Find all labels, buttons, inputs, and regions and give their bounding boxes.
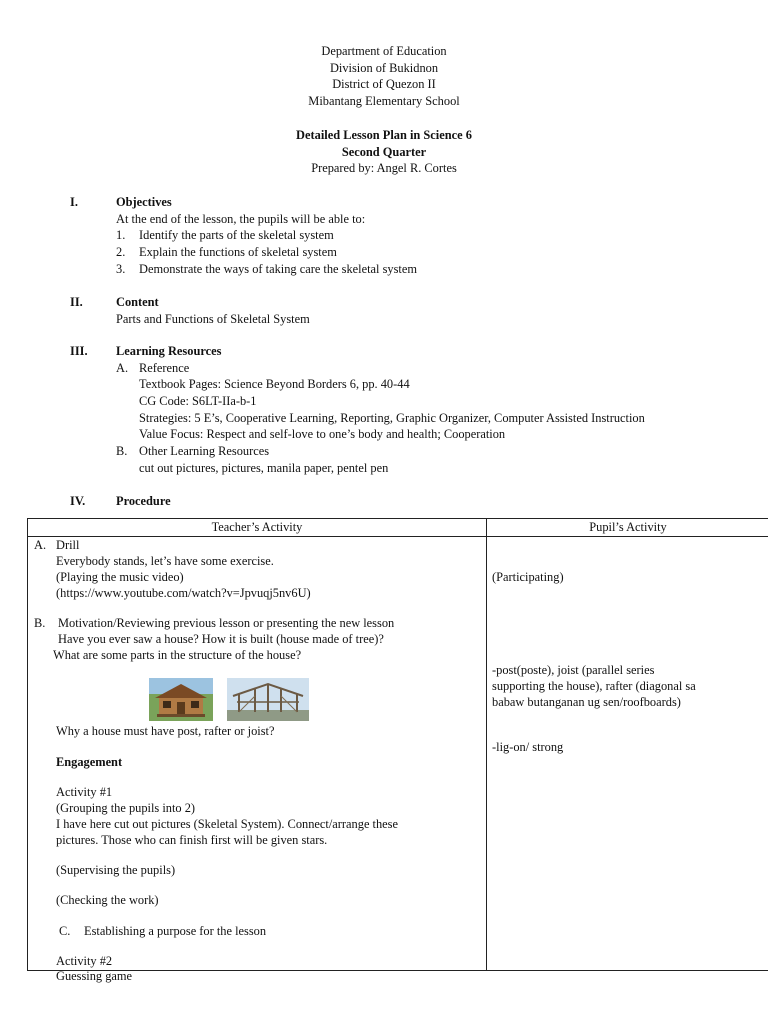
list-item: A. Reference xyxy=(116,360,190,375)
pupil-response: -post(poste), joist (parallel series xyxy=(492,662,655,677)
objectives-intro: At the end of the lesson, the pupils will be able to: xyxy=(116,211,366,226)
document-title-block xyxy=(0,127,768,177)
activity-1-line: I have here cut out pictures (Skeletal System). Connect/arrange these xyxy=(56,816,398,831)
teacher-activity-cell xyxy=(28,536,487,983)
drill-line: (Playing the music video) xyxy=(56,569,184,584)
house-frame-image xyxy=(227,678,309,721)
drill-title: Drill xyxy=(56,537,80,552)
activity-1-line: pictures. Those who can finish first will be given stars. xyxy=(56,832,328,847)
activity-1-title: Activity #1 xyxy=(56,784,113,799)
column-header-teacher: Teacher’s Activity xyxy=(28,519,487,537)
pupil-response: (Participating) xyxy=(492,569,564,584)
header-line-department: Department of Education xyxy=(321,44,447,58)
list-item: 2. Explain the functions of skeletal system xyxy=(116,245,337,260)
motivation-line: Why a house must have post, rafter or joist? xyxy=(56,723,275,738)
pupil-response: babaw butanganan ug sen/roofboards) xyxy=(492,694,681,709)
motivation-title: Motivation/Reviewing previous lesson or presenting the new lesson xyxy=(58,615,395,630)
drill-label: A. xyxy=(34,537,47,552)
checking-note: (Checking the work) xyxy=(56,892,159,907)
section-number: III. xyxy=(70,344,88,358)
section-number: IV. xyxy=(70,494,86,508)
supervising-note: (Supervising the pupils) xyxy=(56,862,176,877)
section-number: I. xyxy=(70,195,78,209)
reference-line: Value Focus: Respect and self-love to one’s body and health; Cooperation xyxy=(139,427,506,442)
other-resources-text: cut out pictures, pictures, manila paper, pentel pen xyxy=(139,460,389,475)
drill-line: (https://www.youtube.com/watch?v=Jpvuqj5nv6U) xyxy=(56,585,311,600)
pupil-response: supporting the house), rafter (diagonal sa xyxy=(492,678,696,693)
section-heading: Learning Resources xyxy=(116,344,222,358)
section-heading: Procedure xyxy=(116,494,171,508)
document-title: Detailed Lesson Plan in Science 6 xyxy=(296,128,472,142)
reference-line: CG Code: S6LT-IIa-b-1 xyxy=(139,394,257,409)
purpose-title: Establishing a purpose for the lesson xyxy=(84,923,267,938)
column-header-pupil: Pupil’s Activity xyxy=(487,519,768,537)
section-heading: Objectives xyxy=(116,195,172,209)
activity-2-line: Guessing game xyxy=(56,968,133,983)
header-line-district: District of Quezon II xyxy=(332,77,436,92)
content-text: Parts and Functions of Skeletal System xyxy=(116,311,310,326)
purpose-label: C. xyxy=(59,923,71,938)
drill-line: Everybody stands, let’s have some exercise. xyxy=(56,553,274,568)
reference-line: Textbook Pages: Science Beyond Borders 6, pp. 40-44 xyxy=(139,377,410,392)
motivation-line: Have you ever saw a house? How it is built (house made of tree)? xyxy=(58,631,384,646)
pupil-activity-cell xyxy=(487,536,768,970)
reference-line: Strategies: 5 E’s, Cooperative Learning, Reporting, Graphic Organizer, Computer Assisted Instruction xyxy=(139,410,645,425)
header-line-school: Mibantang Elementary School xyxy=(308,94,460,109)
engagement-heading: Engagement xyxy=(56,754,123,769)
wooden-house-image xyxy=(149,678,213,721)
prepared-by: Prepared by: Angel R. Cortes xyxy=(311,161,457,176)
pupil-response: -lig-on/ strong xyxy=(492,739,564,754)
motivation-label: B. xyxy=(34,615,46,630)
list-item: 1. Identify the parts of the skeletal system xyxy=(116,228,334,243)
header-line-division: Division of Bukidnon xyxy=(329,60,439,75)
activity-2-title: Activity #2 xyxy=(56,953,113,968)
document-quarter: Second Quarter xyxy=(341,144,427,159)
activity-1-line: (Grouping the pupils into 2) xyxy=(56,800,196,815)
section-heading: Content xyxy=(116,295,159,309)
list-item: B. Other Learning Resources xyxy=(116,444,270,459)
document-header xyxy=(0,43,768,110)
procedure-table xyxy=(27,518,768,983)
section-number: II. xyxy=(70,295,83,309)
list-item: 3. Demonstrate the ways of taking care the skeletal system xyxy=(116,261,418,276)
motivation-line: What are some parts in the structure of the house? xyxy=(53,647,302,662)
